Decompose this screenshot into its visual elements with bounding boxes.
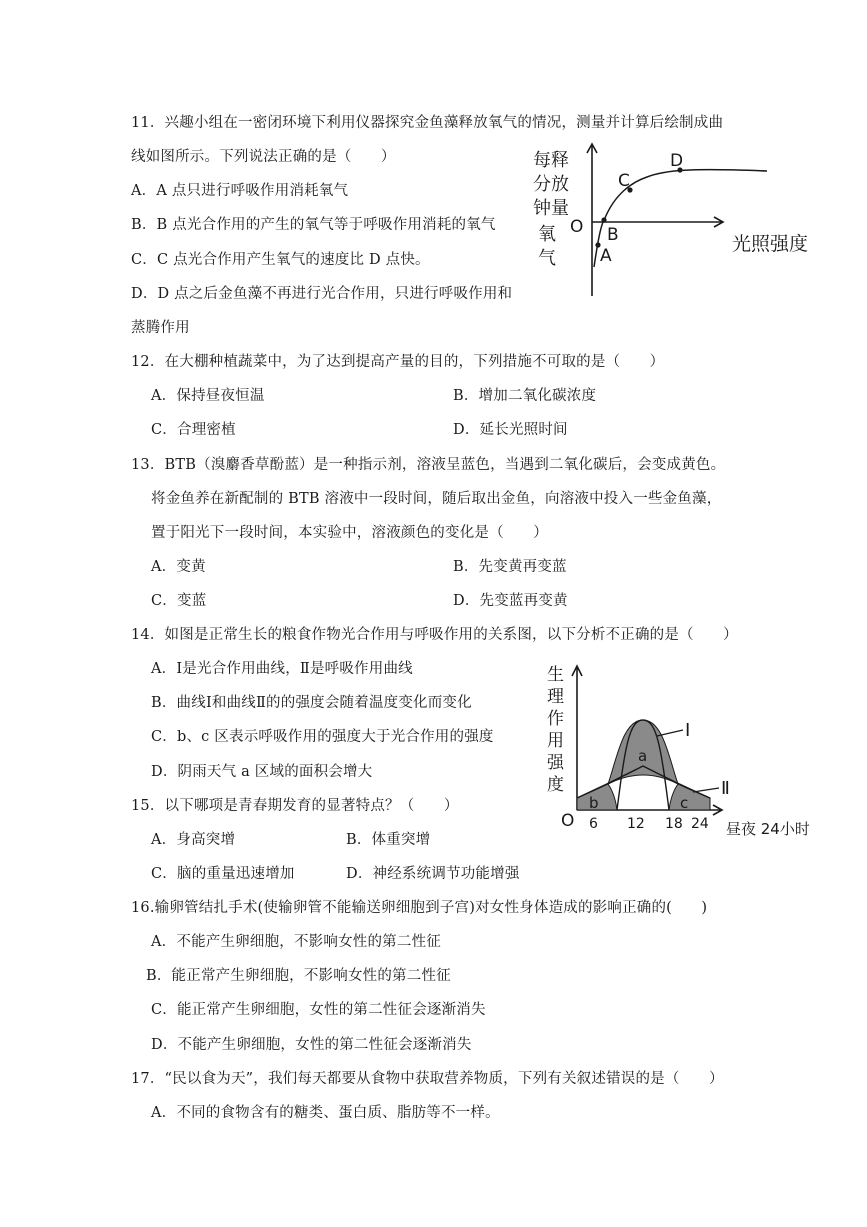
q14-curve-i-pointer [657, 730, 683, 736]
q14-tick-18: 18 [665, 816, 683, 832]
q13-option-d: D．先变蓝再变黄 [453, 593, 568, 609]
q11-point-b-label: B [607, 225, 619, 245]
q11-ylabel-row5: 气 [538, 248, 556, 269]
q12-option-a: A．保持昼夜恒温 [151, 388, 265, 404]
q11-ylabel-row3: 钟量 [533, 198, 569, 219]
q11-origin-label: O [570, 217, 584, 237]
q11-option-d-line2: 蒸腾作用 [131, 320, 190, 336]
q11-point-b [601, 217, 606, 222]
q14-xlabel: 昼夜 24小时 [726, 820, 810, 838]
q13-option-a: A．变黄 [151, 559, 206, 575]
q14-tick-24: 24 [691, 816, 709, 832]
q12-stem: 12．在大棚种植蔬菜中，为了达到提高产量的目的，下列措施不可取的是（ ） [131, 354, 665, 370]
q14-option-a: A．Ⅰ是光合作用曲线，Ⅱ是呼吸作用曲线 [151, 661, 413, 677]
q14-ylabel-row6: 度 [547, 775, 564, 795]
q15-option-b: B．体重突增 [346, 832, 431, 848]
q14-origin-label: O [561, 811, 575, 831]
q14-region-b-label: b [589, 794, 599, 812]
q15-option-d: D．神经系统调节功能增强 [346, 866, 520, 882]
q14-curve-ii-pointer [693, 788, 719, 792]
q13-option-b: B．先变黄再变蓝 [453, 559, 567, 575]
q16-stem: 16.输卵管结扎手术(使输卵管不能输送卵细胞到子宫)对女性身体造成的影响正确的( ) [131, 900, 708, 916]
q13-option-c: C．变蓝 [151, 593, 207, 609]
q11-oxygen-release-figure [527, 140, 827, 300]
q17-option-a: A．不同的食物含有的糖类、蛋白质、脂肪等不一样。 [151, 1105, 500, 1121]
q11-ylabel-row4: 氧 [538, 224, 556, 245]
q11-ylabel-row2: 分放 [533, 174, 569, 195]
q11-ylabel-row1: 每释 [533, 150, 569, 171]
q14-photosynthesis-respiration-figure [545, 658, 820, 840]
q14-region-c-label: c [680, 794, 689, 812]
q14-curve-ii-label: Ⅱ [721, 778, 730, 799]
q14-ylabel-row5: 强 [547, 753, 564, 773]
q11-option-c: C．C 点光合作用产生氧气的速度比 D 点快。 [131, 252, 430, 268]
q15-option-c: C．脑的重量迅速增加 [151, 866, 295, 882]
q16-option-a: A．不能产生卵细胞，不影响女性的第二性征 [151, 934, 441, 950]
q14-option-b: B．曲线Ⅰ和曲线Ⅱ的的强度会随着温度变化而变化 [151, 695, 472, 711]
q14-ylabel-row3: 作 [547, 709, 564, 729]
q13-stem-line3: 置于阳光下一段时间，本实验中，溶液颜色的变化是（ ） [151, 525, 548, 541]
q11-option-b: B．B 点光合作用的产生的氧气等于呼吸作用消耗的氧气 [131, 217, 496, 233]
q16-option-b: B．能正常产生卵细胞，不影响女性的第二性征 [146, 968, 451, 984]
q14-curve-i-label: Ⅰ [685, 720, 691, 741]
q14-region-c [669, 784, 710, 810]
q15-stem: 15．以下哪项是青春期发育的显著特点？（ ） [131, 798, 459, 814]
q16-option-c: C．能正常产生卵细胞，女性的第二性征会逐渐消失 [151, 1002, 486, 1018]
q11-stem-line1: 11．兴趣小组在一密闭环境下利用仪器探究金鱼藻释放氧气的情况，测量并计算后绘制成曲 [131, 115, 724, 131]
q11-point-a-label: A [600, 246, 612, 266]
q11-point-d-label: D [670, 151, 684, 171]
q11-option-d-line1: D．D 点之后金鱼藻不再进行光合作用，只进行呼吸作用和 [131, 286, 513, 302]
q17-stem: 17．“民以食为天”，我们每天都要从食物中获取营养物质，下列有关叙述错误的是（ ） [131, 1071, 724, 1087]
q11-option-a: A．A 点只进行呼吸作用消耗氧气 [131, 183, 349, 199]
q15-option-a: A．身高突增 [151, 832, 236, 848]
q11-point-c-label: C [618, 171, 630, 191]
q13-stem-line2: 将金鱼养在新配制的 BTB 溶液中一段时间，随后取出金鱼，向溶液中投入一些金鱼藻， [151, 491, 722, 507]
q14-tick-12: 12 [627, 816, 645, 832]
q12-option-d: D．延长光照时间 [453, 422, 568, 438]
q14-region-a-label: a [638, 747, 648, 765]
q14-tick-6: 6 [589, 816, 598, 832]
q11-xlabel: 光照强度 [732, 233, 809, 255]
q14-option-c: C．b、c 区表示呼吸作用的强度大于光合作用的强度 [151, 729, 494, 745]
q14-ylabel-row1: 生 [547, 665, 564, 685]
q16-option-d: D．不能产生卵细胞，女性的第二性征会逐渐消失 [151, 1037, 472, 1053]
q11-stem-line2: 线如图所示。下列说法正确的是（ ） [131, 149, 396, 165]
q14-ylabel-row4: 用 [547, 731, 564, 751]
q14-ylabel-row2: 理 [547, 687, 564, 707]
q12-option-c: C．合理密植 [151, 422, 236, 438]
q12-option-b: B．增加二氧化碳浓度 [453, 388, 597, 404]
q14-option-d: D．阴雨天气 a 区域的面积会增大 [151, 764, 373, 780]
q14-stem: 14．如图是正常生长的粮食作物光合作用与呼吸作用的关系图，以下分析不正确的是（ ） [131, 627, 738, 643]
q13-stem-line1: 13．BTB（溴麝香草酚蓝）是一种指示剂，溶液呈蓝色，当遇到二氧化碳后，会变成黄色。 [131, 457, 726, 473]
